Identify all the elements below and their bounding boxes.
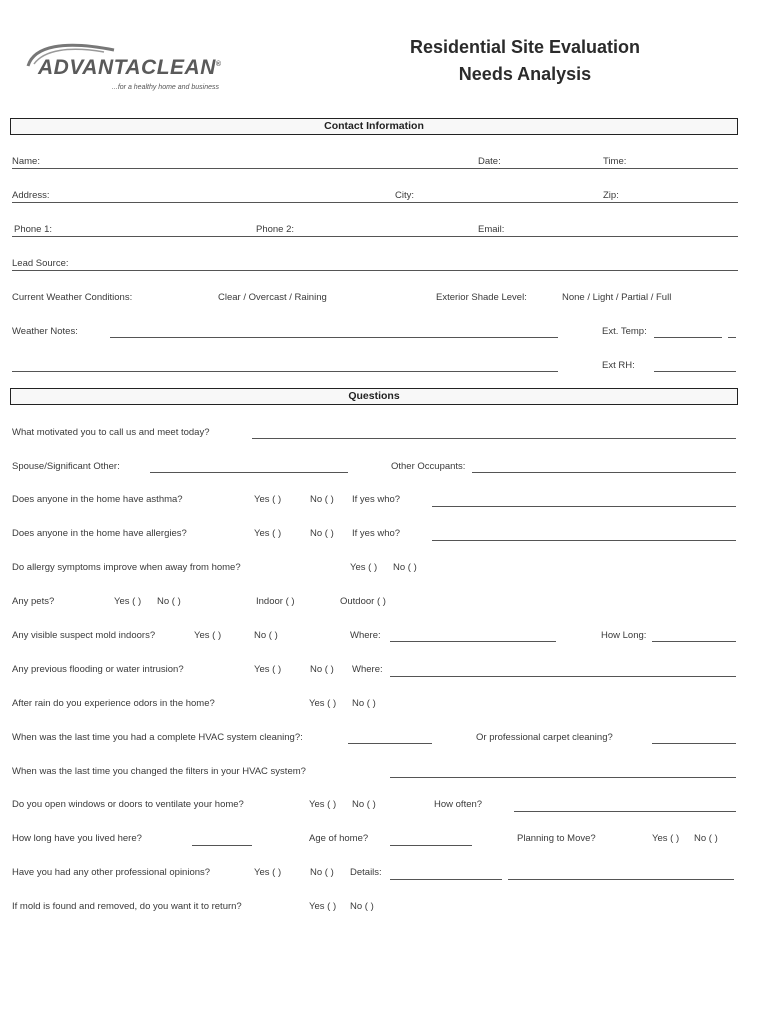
q-flooding-where-label: Where: — [352, 664, 383, 675]
q-mold-how-long-label: How Long: — [601, 630, 647, 641]
q-opinions-yes[interactable]: Yes ( ) — [254, 867, 282, 878]
q-windows-how-often-line[interactable] — [514, 811, 736, 812]
q-pets-outdoor[interactable]: Outdoor ( ) — [340, 596, 386, 607]
q-motivated-label: What motivated you to call us and meet today? — [12, 427, 210, 438]
q-windows-no[interactable]: No ( ) — [352, 799, 376, 810]
q-other-occupants-label: Other Occupants: — [391, 461, 466, 472]
q-age-home-line[interactable] — [390, 845, 472, 846]
page-subtitle: Needs Analysis — [458, 64, 592, 84]
q-lived-line[interactable] — [192, 845, 252, 846]
q-hvac-cleaning-label: When was the last time you had a complete HVAC system cleaning?: — [12, 732, 303, 743]
city-label: City: — [395, 190, 414, 201]
q-other-occupants-line[interactable] — [472, 472, 736, 473]
q-mold-return-no[interactable]: No ( ) — [350, 901, 374, 912]
q-opinions-details-label: Details: — [350, 867, 382, 878]
q-asthma-who-label: If yes who? — [352, 494, 401, 505]
q-allergy-improve-yes[interactable]: Yes ( ) — [350, 562, 378, 573]
q-mold-yes[interactable]: Yes ( ) — [194, 630, 222, 641]
weather-notes-label: Weather Notes: — [12, 326, 78, 337]
q-carpet-line[interactable] — [652, 743, 736, 744]
q-pets-yes[interactable]: Yes ( ) — [114, 596, 142, 607]
q-planning-move-no[interactable]: No ( ) — [694, 833, 718, 844]
contact-section-header: Contact Information — [10, 118, 738, 135]
q-windows-label: Do you open windows or doors to ventilate your home? — [12, 799, 244, 810]
q-opinions-no[interactable]: No ( ) — [310, 867, 334, 878]
weather-conditions-label: Current Weather Conditions: — [12, 292, 133, 303]
q-mold-return-label: If mold is found and removed, do you want it to return? — [12, 901, 242, 912]
q-allergy-improve-no[interactable]: No ( ) — [393, 562, 417, 573]
q-opinions-details-line-1[interactable] — [390, 879, 502, 880]
ext-temp-unit-line — [728, 337, 736, 338]
q-allergies-label: Does anyone in the home have allergies? — [12, 528, 187, 539]
q-planning-move-label: Planning to Move? — [517, 833, 596, 844]
q-pets-no[interactable]: No ( ) — [157, 596, 181, 607]
q-spouse-line[interactable] — [150, 472, 348, 473]
questions-section-header: Questions — [10, 388, 738, 405]
q-flooding-label: Any previous flooding or water intrusion? — [12, 664, 184, 675]
q-mold-where-line[interactable] — [390, 641, 556, 642]
q-spouse-label: Spouse/Significant Other: — [12, 461, 120, 472]
ext-temp-line[interactable] — [654, 337, 722, 338]
q-lived-label: How long have you lived here? — [12, 833, 142, 844]
time-label: Time: — [603, 156, 627, 167]
q-opinions-details-line-2[interactable] — [508, 879, 734, 880]
page-title: Residential Site Evaluation — [409, 37, 641, 57]
lead-source-label: Lead Source: — [12, 258, 69, 269]
q-allergies-no[interactable]: No ( ) — [310, 528, 334, 539]
q-odors-no[interactable]: No ( ) — [352, 698, 376, 709]
q-allergies-who-line[interactable] — [432, 540, 736, 541]
q-opinions-label: Have you had any other professional opinions? — [12, 867, 211, 878]
date-label: Date: — [478, 156, 501, 167]
q-mold-how-long-line[interactable] — [652, 641, 736, 642]
address-label: Address: — [12, 190, 50, 201]
q-flooding-yes[interactable]: Yes ( ) — [254, 664, 282, 675]
weather-notes-line-1[interactable] — [110, 337, 558, 338]
q-carpet-label: Or professional carpet cleaning? — [476, 732, 613, 743]
address-line[interactable] — [12, 202, 738, 203]
q-planning-move-yes[interactable]: Yes ( ) — [652, 833, 680, 844]
shade-options[interactable]: None / Light / Partial / Full — [562, 292, 672, 303]
q-odors-label: After rain do you experience odors in the home? — [12, 698, 215, 709]
q-flooding-where-line[interactable] — [390, 676, 736, 677]
q-filters-label: When was the last time you changed the filters in your HVAC system? — [12, 766, 306, 777]
q-filters-line[interactable] — [390, 777, 736, 778]
weather-notes-line-2[interactable] — [12, 371, 558, 372]
q-windows-how-often-label: How often? — [434, 799, 483, 810]
q-mold-no[interactable]: No ( ) — [254, 630, 278, 641]
q-pets-label: Any pets? — [12, 596, 55, 607]
q-allergies-yes[interactable]: Yes ( ) — [254, 528, 282, 539]
lead-source-line[interactable] — [12, 270, 738, 271]
name-date-time-line[interactable] — [12, 168, 738, 169]
company-logo: ADVANTACLEAN® — [38, 56, 222, 79]
q-asthma-no[interactable]: No ( ) — [310, 494, 334, 505]
shade-level-label: Exterior Shade Level: — [436, 292, 527, 303]
q-asthma-label: Does anyone in the home have asthma? — [12, 494, 183, 505]
ext-temp-label: Ext. Temp: — [602, 326, 647, 337]
phone2-label: Phone 2: — [256, 224, 295, 235]
q-asthma-who-line[interactable] — [432, 506, 736, 507]
q-mold-return-yes[interactable]: Yes ( ) — [309, 901, 337, 912]
q-allergies-who-label: If yes who? — [352, 528, 401, 539]
ext-rh-label: Ext RH: — [602, 360, 635, 371]
q-allergy-improve-label: Do allergy symptoms improve when away from home? — [12, 562, 241, 573]
q-pets-indoor[interactable]: Indoor ( ) — [256, 596, 295, 607]
phone1-label: Phone 1: — [14, 224, 53, 235]
q-windows-yes[interactable]: Yes ( ) — [309, 799, 337, 810]
weather-options[interactable]: Clear / Overcast / Raining — [218, 292, 327, 303]
logo-tagline: ...for a healthy home and business — [112, 84, 220, 91]
q-flooding-no[interactable]: No ( ) — [310, 664, 334, 675]
email-label: Email: — [478, 224, 505, 235]
ext-rh-line[interactable] — [654, 371, 736, 372]
q-odors-yes[interactable]: Yes ( ) — [309, 698, 337, 709]
zip-label: Zip: — [603, 190, 619, 201]
phone-email-line[interactable] — [12, 236, 738, 237]
name-label: Name: — [12, 156, 40, 167]
q-asthma-yes[interactable]: Yes ( ) — [254, 494, 282, 505]
q-motivated-line[interactable] — [252, 438, 736, 439]
q-age-home-label: Age of home? — [309, 833, 369, 844]
q-hvac-cleaning-line[interactable] — [348, 743, 432, 744]
q-mold-label: Any visible suspect mold indoors? — [12, 630, 156, 641]
q-mold-where-label: Where: — [350, 630, 381, 641]
